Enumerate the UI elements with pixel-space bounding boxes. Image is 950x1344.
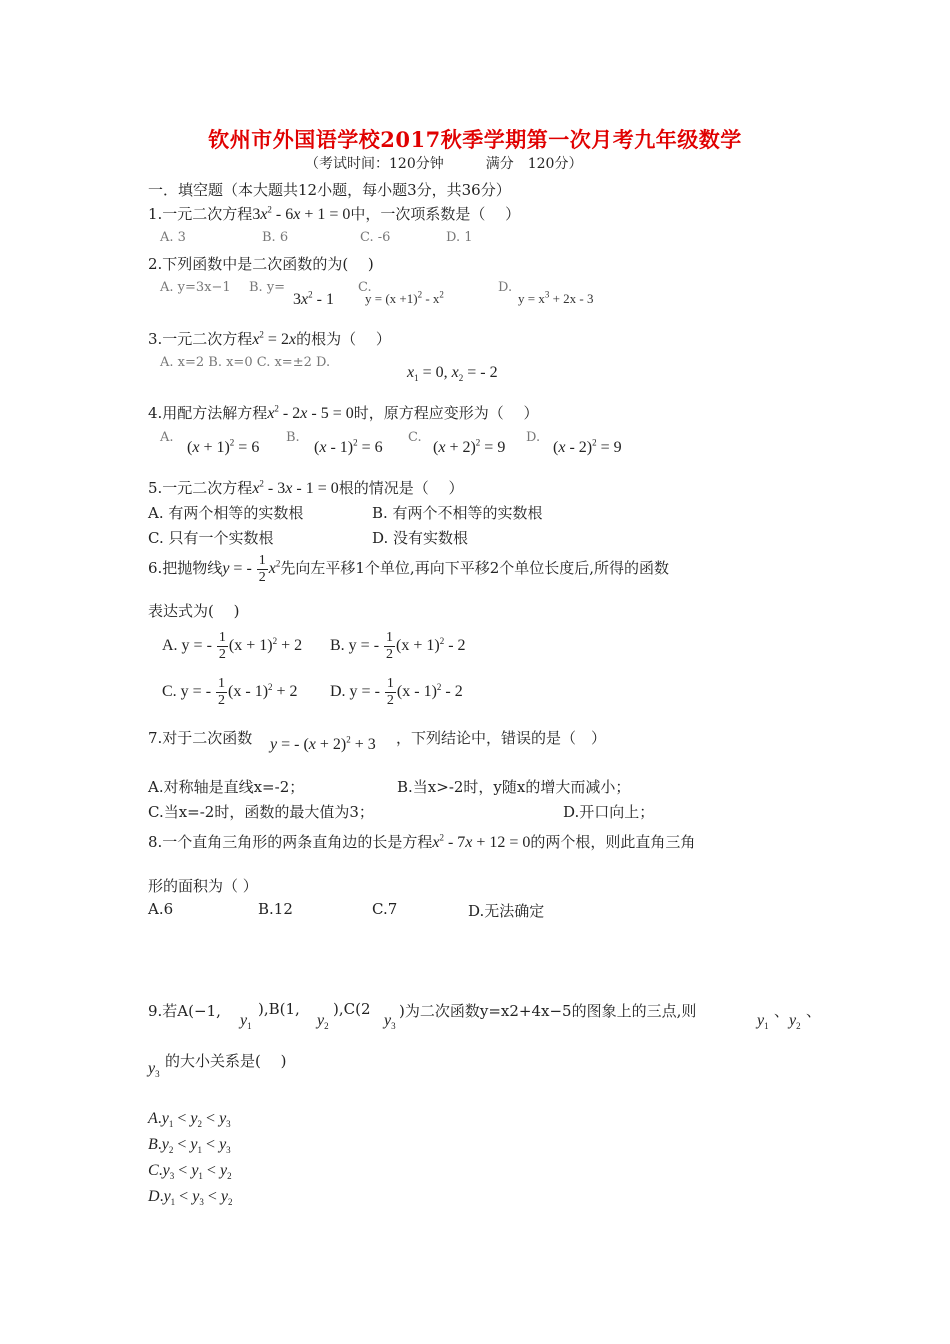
q5-option-d: D. 没有实数根 [372,529,469,547]
q6-option-b: B. y = - $\frac{1}{2}$ $(x + 1)^2 - 2$ [330,630,466,662]
q2-option-d-expr: $y = x^3 + 2x - 3$ [518,289,594,306]
question-9-part-b: ),B(1, [258,1000,300,1018]
question-9-part-d: )为二次函数y=x2+4x−5的图象上的三点,则 [399,1002,697,1020]
q6-option-a: A. y = - $\frac{1}{2}$ $(x + 1)^2 + 2$ [162,630,303,662]
q7-option-d: D.开口向上； [563,803,655,821]
q9-separator-1: 、 [774,1002,790,1020]
q9-option-c: $C.y_3 < y_1 < y_2$ [148,1162,232,1182]
question-7-prefix: 7.对于二次函数 [148,729,253,747]
q4-option-c-label: C. [408,430,422,445]
q2-option-a: A. y=3x−1 [160,280,231,295]
q7-function-expr: y = - $(x + 2)^2 + 3$ [270,734,376,753]
q9-option-a: $A.y_1 < y_2 < y_3$ [148,1110,231,1130]
question-5 [148,477,464,498]
q9-y2: $y_2$ [317,1012,329,1032]
question-8-line2: 形的面积为（ ） [148,877,258,895]
question-4-prefix: 4.用配方法解方程 [148,404,268,422]
question-2: 2.下列函数中是二次函数的为( ) [148,255,374,273]
page-title: 钦州市外国语学校2017秋季学期第一次月考九年级数学 [208,127,742,152]
q2-option-d-label: D. [498,280,513,295]
q9-ref-y3: $y_3$ [148,1060,160,1080]
q9-ref-y2: $y_2$ [789,1012,801,1032]
exam-info: （考试时间：120分钟 满分 120分） [305,156,583,172]
question-6-line2: 表达式为( ) [148,602,240,620]
question-4-suffix: 时，原方程应变形为（ ） [353,404,539,422]
q5-option-c: C. 只有一个实数根 [148,529,274,547]
q9-option-d: $D.y_1 < y_3 < y_2$ [148,1188,233,1208]
question-9-line2: 的大小关系是( ) [165,1052,287,1070]
q9-separator-2: 、 [806,1002,822,1020]
question-5-prefix: 5.一元二次方程 [148,479,253,497]
q4-option-c-expr: $(x + 2)^2 = 9$ [433,437,506,456]
equation-x2-3x-1: $x^2 - 3x - 1 = 0$ [252,478,339,497]
question-6 [148,553,669,586]
question-8 [148,831,695,852]
question-3 [148,328,391,349]
q7-option-c: C.当x=-2时，函数的最大值为3； [148,803,374,821]
question-3-suffix: 的根为（ ） [296,330,391,348]
question-8-suffix: 的两个根，则此直角三角 [530,833,696,851]
q4-option-a-label: A. [160,430,174,445]
q7-option-b: B.当x>-2时，y随x的增大而减小； [397,778,631,796]
q1-option-d: D. 1 [446,230,473,245]
q9-ref-y1: $y_1$ [757,1012,769,1032]
q8-option-a: A.6 [148,900,174,918]
q6-option-d: D. y = - $\frac{1}{2}$ (x - 1)$^2$ - 2 [330,676,463,708]
parabola-expr: y = - $\frac{1}{2}$ $x^2$ [222,553,281,585]
question-1-prefix: 1.一元二次方程 [148,205,253,223]
q9-y3: $y_3$ [384,1012,396,1032]
question-8-prefix: 8.一个直角三角形的两条直角边的长是方程 [148,833,433,851]
q3-option-d-expr: $x_1 = 0$, $x_2$ = - 2 [407,364,498,384]
equation-x2-7x+12: $x^2 - 7x + 12 = 0$ [432,832,531,851]
q3-options: A. x=2 B. x=0 C. x=±2 D. [160,355,331,370]
question-3-prefix: 3.一元二次方程 [148,330,253,348]
q8-option-d: D.无法确定 [468,902,545,920]
q2-option-c-label: C. [358,280,372,295]
question-6-suffix: 先向左平移1个单位,再向下平移2个单位长度后,所得的函数 [280,559,670,578]
question-6-prefix: 6.把抛物线 [148,559,223,578]
q2-option-c-expr: $y = (x +1)^2 - x^2$ [365,289,444,306]
q4-option-d-expr: (x - 2)$^2$ = 9 [553,437,622,456]
q7-option-a: A.对称轴是直线x=-2； [148,778,305,796]
q6-option-c: C. y = - $\frac{1}{2}$ (x - 1)$^2$ + 2 [162,676,298,708]
q1-option-c: C. -6 [360,230,391,245]
q4-option-b-label: B. [286,430,300,445]
q9-option-b: $B.y_2 < y_1 < y_3$ [148,1136,231,1156]
question-9-part-c: ),C(2 [333,1000,371,1018]
q4-option-a-expr: $(x + 1)^2 = 6$ [187,437,260,456]
q4-option-b-expr: (x - 1)$^2$ = 6 [314,437,383,456]
question-1 [148,203,520,224]
q9-y1: $y_1$ [240,1012,252,1032]
q8-option-b: B.12 [258,900,293,918]
section-heading: 一．填空题（本大题共12小题，每小题3分，共36分） [148,181,511,199]
question-7-suffix: ，下列结论中，错误的是（ ） [396,729,607,747]
q1-option-a: A. 3 [160,230,186,245]
q5-option-b: B. 有两个不相等的实数根 [372,504,543,522]
equation-x2-2x: $x^2 = 2x$ [252,329,297,348]
question-1-suffix: 中，一次项系数是（ ） [350,205,521,223]
question-5-suffix: 根的情况是（ ） [338,479,464,497]
question-4 [148,402,539,423]
q4-option-d-label: D. [526,430,541,445]
q2-option-b-label: B. y= [249,280,286,295]
question-9-part-a: 9.若A(−1, [148,1002,221,1020]
equation-3x2-6x+1: $3x^2 - 6x + 1 = 0$ [252,204,351,223]
equation-x2-2x-5: $x^2 - 2x - 5 = 0$ [267,403,354,422]
q8-option-c: C.7 [372,900,398,918]
q5-option-a: A. 有两个相等的实数根 [148,504,304,522]
q2-option-b-expr: $3x^2 - 1$ [293,289,334,308]
q1-option-b: B. 6 [262,230,289,245]
